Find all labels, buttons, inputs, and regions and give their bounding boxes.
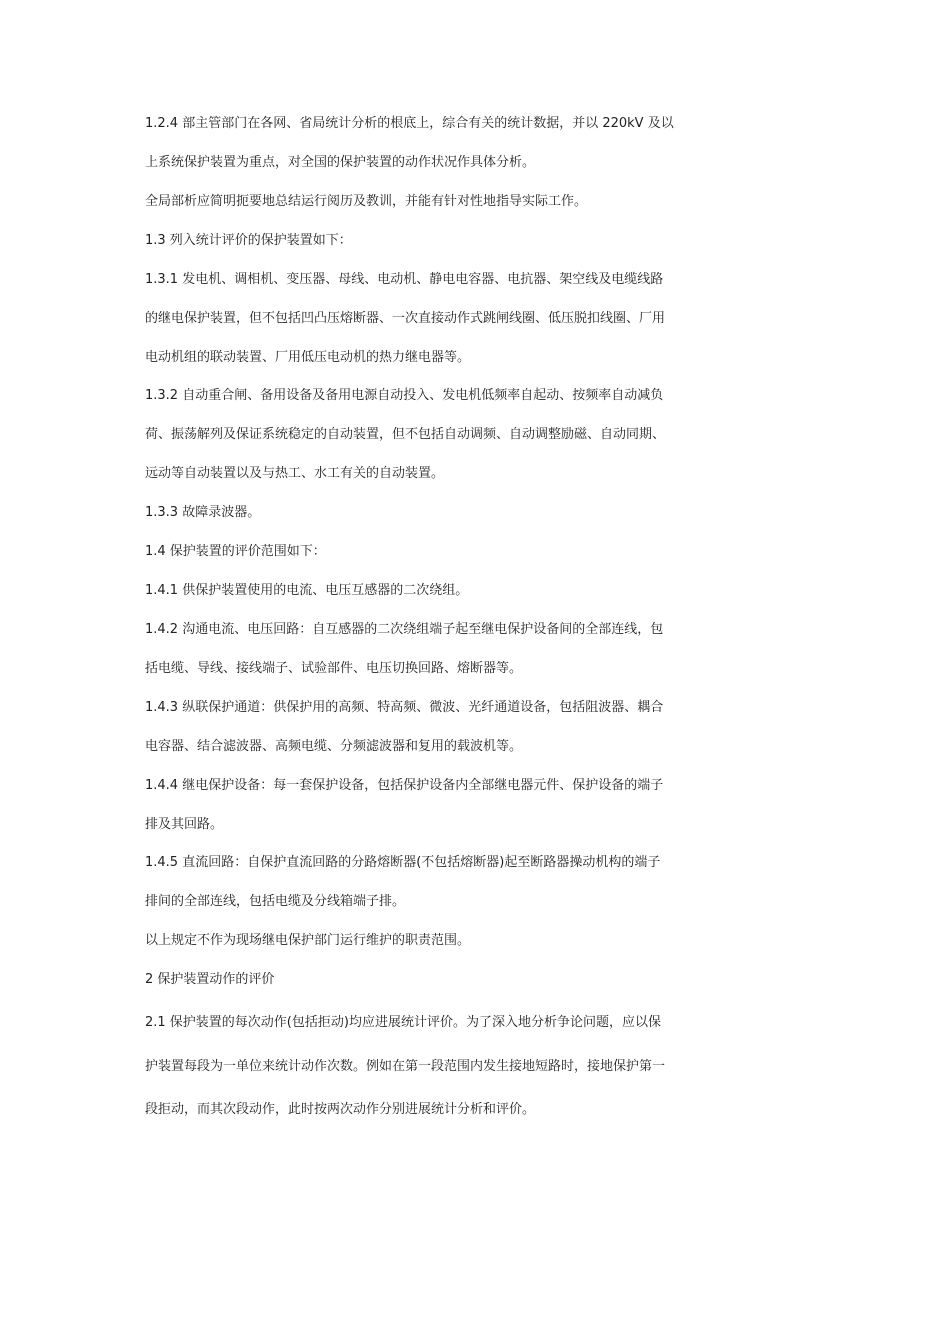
section-heading: 1.3 列入统计评价的保护装置如下： [145,233,352,248]
text-line: 的继电保护装置，但不包括凹凸压熔断器、一次直接动作式跳闸线圈、低压脱扣线圈、厂用 [145,311,666,326]
text-line: 1.4.3 纵联保护通道：供保护用的高频、特高频、微波、光纤通道设备，包括阻波器、耦合 [145,700,664,715]
text-line: 全局部析应简明扼要地总结运行阅历及教训，并能有针对性地指导实际工作。 [145,194,588,209]
text-line: 1.2.4 部主管部门在各网、省局统计分析的根底上，综合有关的统计数据，并以 220kV 及以 [145,116,674,131]
text-line: 段拒动，而其次段动作，此时按两次动作分别进展统计分析和评价。 [145,1102,536,1117]
text-line: 括电缆、导线、接线端子、试验部件、电压切换回路、熔断器等。 [145,661,523,676]
text-line: 电动机组的联动装置、厂用低压电动机的热力继电器等。 [145,350,471,365]
text-line: 1.3.2 自动重合闸、备用设备及备用电源自动投入、发电机低频率自起动、按频率自动减负 [145,388,664,403]
text-line: 上系统保护装置为重点，对全国的保护装置的动作状况作具体分析。 [145,155,536,170]
section-heading: 1.4 保护装置的评价范围如下： [145,544,326,559]
text-line: 1.4.4 继电保护设备：每一套保护设备，包括保护设备内全部继电器元件、保护设备的端子 [145,778,664,793]
text-line: 远动等自动装置以及与热工、水工有关的自动装置。 [145,466,445,481]
text-line: 1.4.5 直流回路：自保护直流回路的分路熔断器(不包括熔断器)起至断路器操动机构的端子 [145,855,661,870]
text-line: 2.1 保护装置的每次动作(包括拒动)均应进展统计评价。为了深入地分析争论问题，应以保 [145,1015,661,1030]
text-line: 电容器、结合滤波器、高频电缆、分频滤波器和复用的载波机等。 [145,739,523,754]
text-line: 1.3.1 发电机、调相机、变压器、母线、电动机、静电电容器、电抗器、架空线及电缆线路 [145,272,664,287]
text-line: 排及其回路。 [145,817,224,832]
text-line: 荷、振荡解列及保证系统稳定的自动装置，但不包括自动调频、自动调整励磁、自动同期、 [145,427,666,442]
text-line: 1.4.1 供保护装置使用的电流、电压互感器的二次绕组。 [145,583,469,598]
text-line: 1.3.3 故障录波器。 [145,505,261,520]
text-line: 1.4.2 沟通电流、电压回路：自互感器的二次绕组端子起至继电保护设备间的全部连线，包 [145,622,664,637]
text-line: 以上规定不作为现场继电保护部门运行维护的职责范围。 [145,933,471,948]
section-heading: 2 保护装置动作的评价 [145,972,275,987]
text-line: 护装置每段为一单位来统计动作次数。例如在第一段范围内发生接地短路时，接地保护第一 [145,1059,666,1074]
text-line: 排间的全部连线，包括电缆及分线箱端子排。 [145,894,406,909]
